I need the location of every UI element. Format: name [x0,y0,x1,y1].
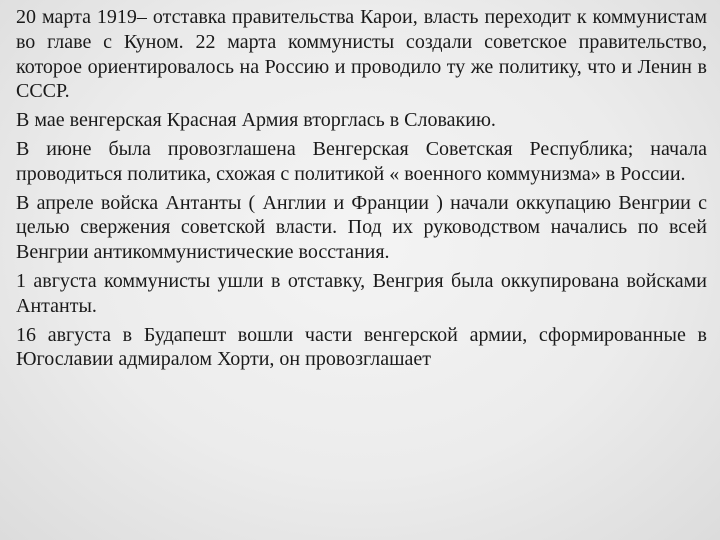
paragraph-august-budapest: 16 августа в Будапешт вошли части венгерской армии, сформированные в Югославии адмиралом Хорти, он провозглашает [16,323,707,371]
paragraph-june-republic: В июне была провозглашена Венгерская Советская Республика; начала проводиться политика, схожая с политикой « военного коммунизма» в России. [16,137,707,185]
paragraph-may-invasion: В мае венгерская Красная Армия вторглась в Словакию. [16,109,496,132]
paragraph-april-entente: В апреле войска Антанты ( Англии и Франции ) начали оккупацию Венгрии с целью свержения советской власти. Под их руководством начались по всей Венгрии антикоммунистические восстания. [16,191,707,264]
slide-text-body [16,5,707,376]
paragraph-march-1919: 20 марта 1919– отставка правительства Карои, власть переходит к коммунистам во главе с Куном. 22 марта коммунисты создали советское правительство, которое ориентировалось на Россию и проводило ту же политику, что и Ленин в СССР. [16,6,707,103]
paragraph-august-resignation: 1 августа коммунисты ушли в отставку, Венгрия была оккупирована войсками Антанты. [16,269,707,317]
